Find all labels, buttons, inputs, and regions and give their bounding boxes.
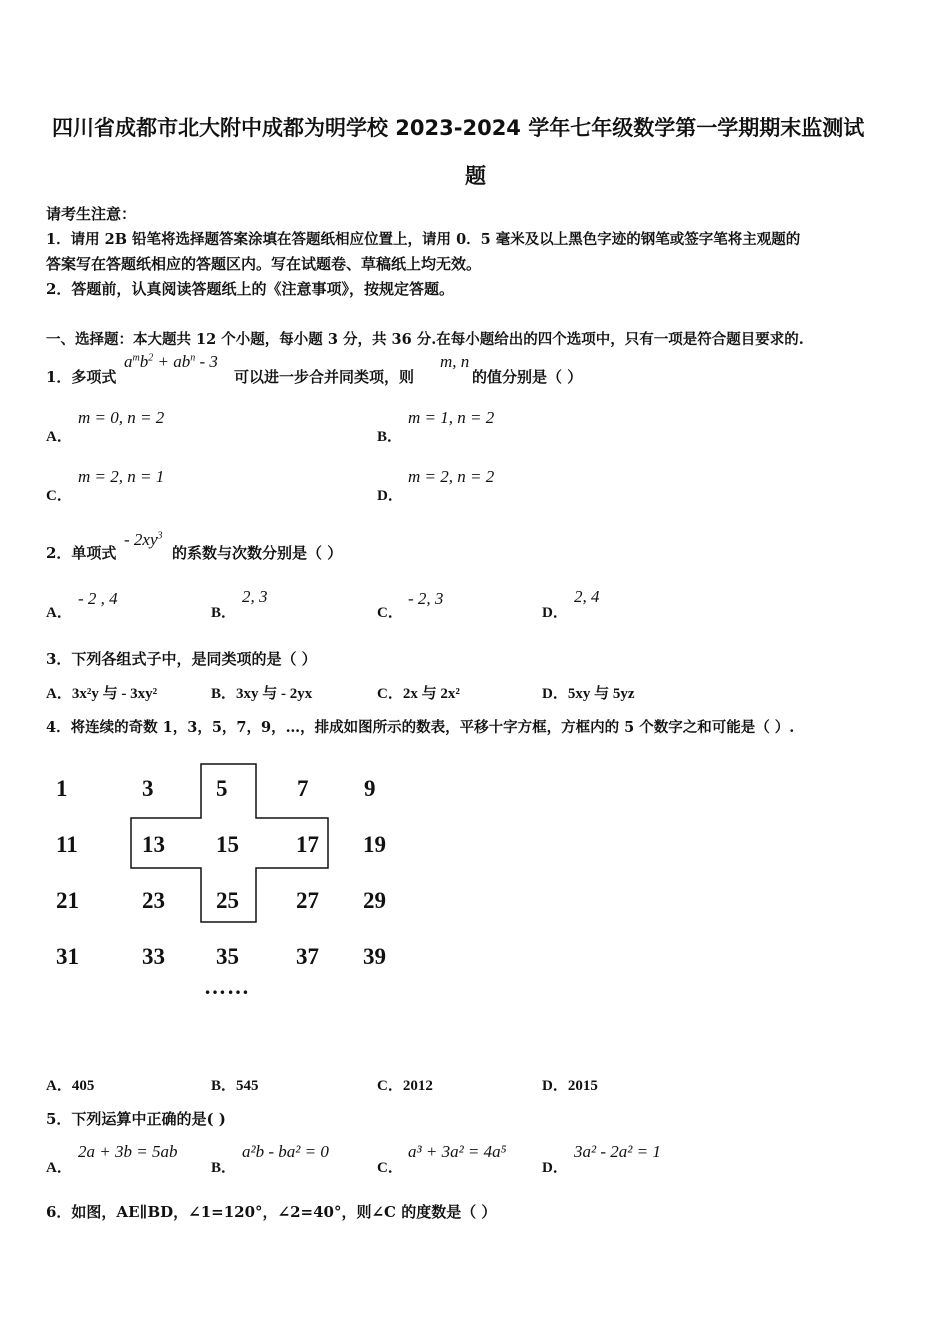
grid-cell: 21	[56, 888, 79, 913]
q4-option-d[interactable]: D．2015	[542, 1078, 598, 1094]
grid-cell: 31	[56, 944, 79, 969]
q4-option-a[interactable]: A．405	[46, 1078, 95, 1094]
q2-option-d-label[interactable]: D．	[542, 605, 568, 621]
grid-cell: 29	[363, 888, 386, 913]
q1-option-d[interactable]: m = 2, n = 2	[408, 467, 495, 486]
page-title-cont: 题	[465, 164, 486, 188]
grid-cell: 13	[142, 832, 165, 857]
q3-option-d[interactable]: D．5xy 与 5yz	[542, 686, 635, 702]
grid-cell: 15	[216, 832, 239, 857]
notice-heading: 请考生注意：	[46, 205, 137, 223]
q5-option-c[interactable]: a³ + 3a² = 4a⁵	[408, 1142, 507, 1161]
page-title: 四川省成都市北大附中成都为明学校 2023-2024 学年七年级数学第一学期期末监测试	[52, 116, 865, 140]
q2-option-b[interactable]: 2, 3	[242, 587, 268, 606]
q2-prefix: 2．单项式	[46, 544, 117, 562]
q5-option-b[interactable]: a²b - ba² = 0	[242, 1142, 329, 1161]
q5-option-d-label[interactable]: D．	[542, 1160, 568, 1176]
q3-option-c[interactable]: C．2x 与 2x²	[377, 686, 460, 702]
grid-cell: 39	[363, 944, 386, 969]
q1-option-a-label[interactable]: A．	[46, 429, 72, 445]
q2-option-a-label[interactable]: A．	[46, 605, 72, 621]
grid-cell: 7	[297, 776, 309, 801]
q2-option-c-label[interactable]: C．	[377, 605, 403, 621]
q1-suffix: 的值分别是（ ）	[472, 368, 583, 386]
notice-line: 答案写在答题纸相应的答题区内。写在试题卷、草稿纸上均无效。	[46, 255, 482, 273]
grid-cell: 37	[296, 944, 319, 969]
grid-cell: 23	[142, 888, 165, 913]
q5-option-b-label[interactable]: B．	[211, 1160, 237, 1176]
grid-cell: 25	[216, 888, 239, 913]
grid-cell: 17	[296, 832, 319, 857]
q3-option-b[interactable]: B．3xy 与 - 2yx	[211, 686, 313, 702]
q1-mid: 可以进一步合并同类项，则	[234, 368, 415, 386]
q2-option-d[interactable]: 2, 4	[574, 587, 600, 606]
q5-option-c-label[interactable]: C．	[377, 1160, 403, 1176]
q2-expression: - $2xy^3$	[124, 530, 163, 549]
q5-option-a-label[interactable]: A．	[46, 1160, 72, 1176]
q4-stem: 4．将连续的奇数 1，3，5，7，9，…，排成如图所示的数表，平移十字方框，方框内的 5 个数字之和可能是（ ）.	[46, 719, 795, 736]
q4-option-c[interactable]: C．2012	[377, 1078, 433, 1094]
grid-cell: 9	[364, 776, 376, 801]
q1-option-a[interactable]: m = 0, n = 2	[78, 408, 165, 427]
grid-cell: 33	[142, 944, 165, 969]
notice-line: 1．请用 2B 铅笔将选择题答案涂填在答题纸相应位置上，请用 0．5 毫米及以上黑色字迹的钢笔或签字笔将主观题的	[46, 231, 801, 248]
section-heading: 一、选择题：本大题共 12 个小题，每小题 3 分，共 36 分.在每小题给出的四个选项中，只有一项是符合题目要求的.	[46, 331, 804, 348]
q1-option-b[interactable]: m = 1, n = 2	[408, 408, 495, 427]
grid-cell: 5	[216, 776, 228, 801]
q5-stem: 5．下列运算中正确的是( )	[46, 1110, 226, 1128]
q5-option-d[interactable]: 3a² - 2a² = 1	[574, 1142, 661, 1161]
q1-vars: m, n	[440, 352, 470, 371]
q6-stem: 6．如图，AE∥BD，∠1=120°，∠2=40°，则∠C 的度数是（ ）	[46, 1203, 497, 1221]
q1-option-c-label[interactable]: C．	[46, 488, 72, 504]
grid-cell: 27	[296, 888, 319, 913]
q1-option-c[interactable]: m = 2, n = 1	[78, 467, 165, 486]
q2-suffix: 的系数与次数分别是（ ）	[172, 544, 343, 562]
grid-cell: 11	[56, 832, 78, 857]
q1-option-d-label[interactable]: D．	[377, 488, 403, 504]
q2-option-c[interactable]: - 2, 3	[408, 589, 444, 608]
q1-option-b-label[interactable]: B．	[377, 429, 403, 445]
q4-option-b[interactable]: B．545	[211, 1078, 259, 1094]
grid-cell: 19	[363, 832, 386, 857]
grid-cell: 1	[56, 776, 68, 801]
q1-prefix: 1．多项式	[46, 368, 117, 386]
q2-option-a[interactable]: - 2 , 4	[78, 589, 118, 608]
q1-expression: $a^mb^2 + ab^n - 3$	[124, 352, 218, 371]
q3-stem: 3．下列各组式子中，是同类项的是（ ）	[46, 650, 317, 668]
q3-option-a[interactable]: A．3x²y 与 - 3xy²	[46, 686, 158, 702]
q5-option-a[interactable]: 2a + 3b = 5ab	[78, 1142, 178, 1161]
q2-option-b-label[interactable]: B．	[211, 605, 237, 621]
grid-cell: 35	[216, 944, 239, 969]
grid-cell: 3	[142, 776, 154, 801]
grid-ellipsis: ……	[204, 974, 250, 999]
notice-line: 2．答题前，认真阅读答题纸上的《注意事项》，按规定答题。	[46, 280, 454, 298]
